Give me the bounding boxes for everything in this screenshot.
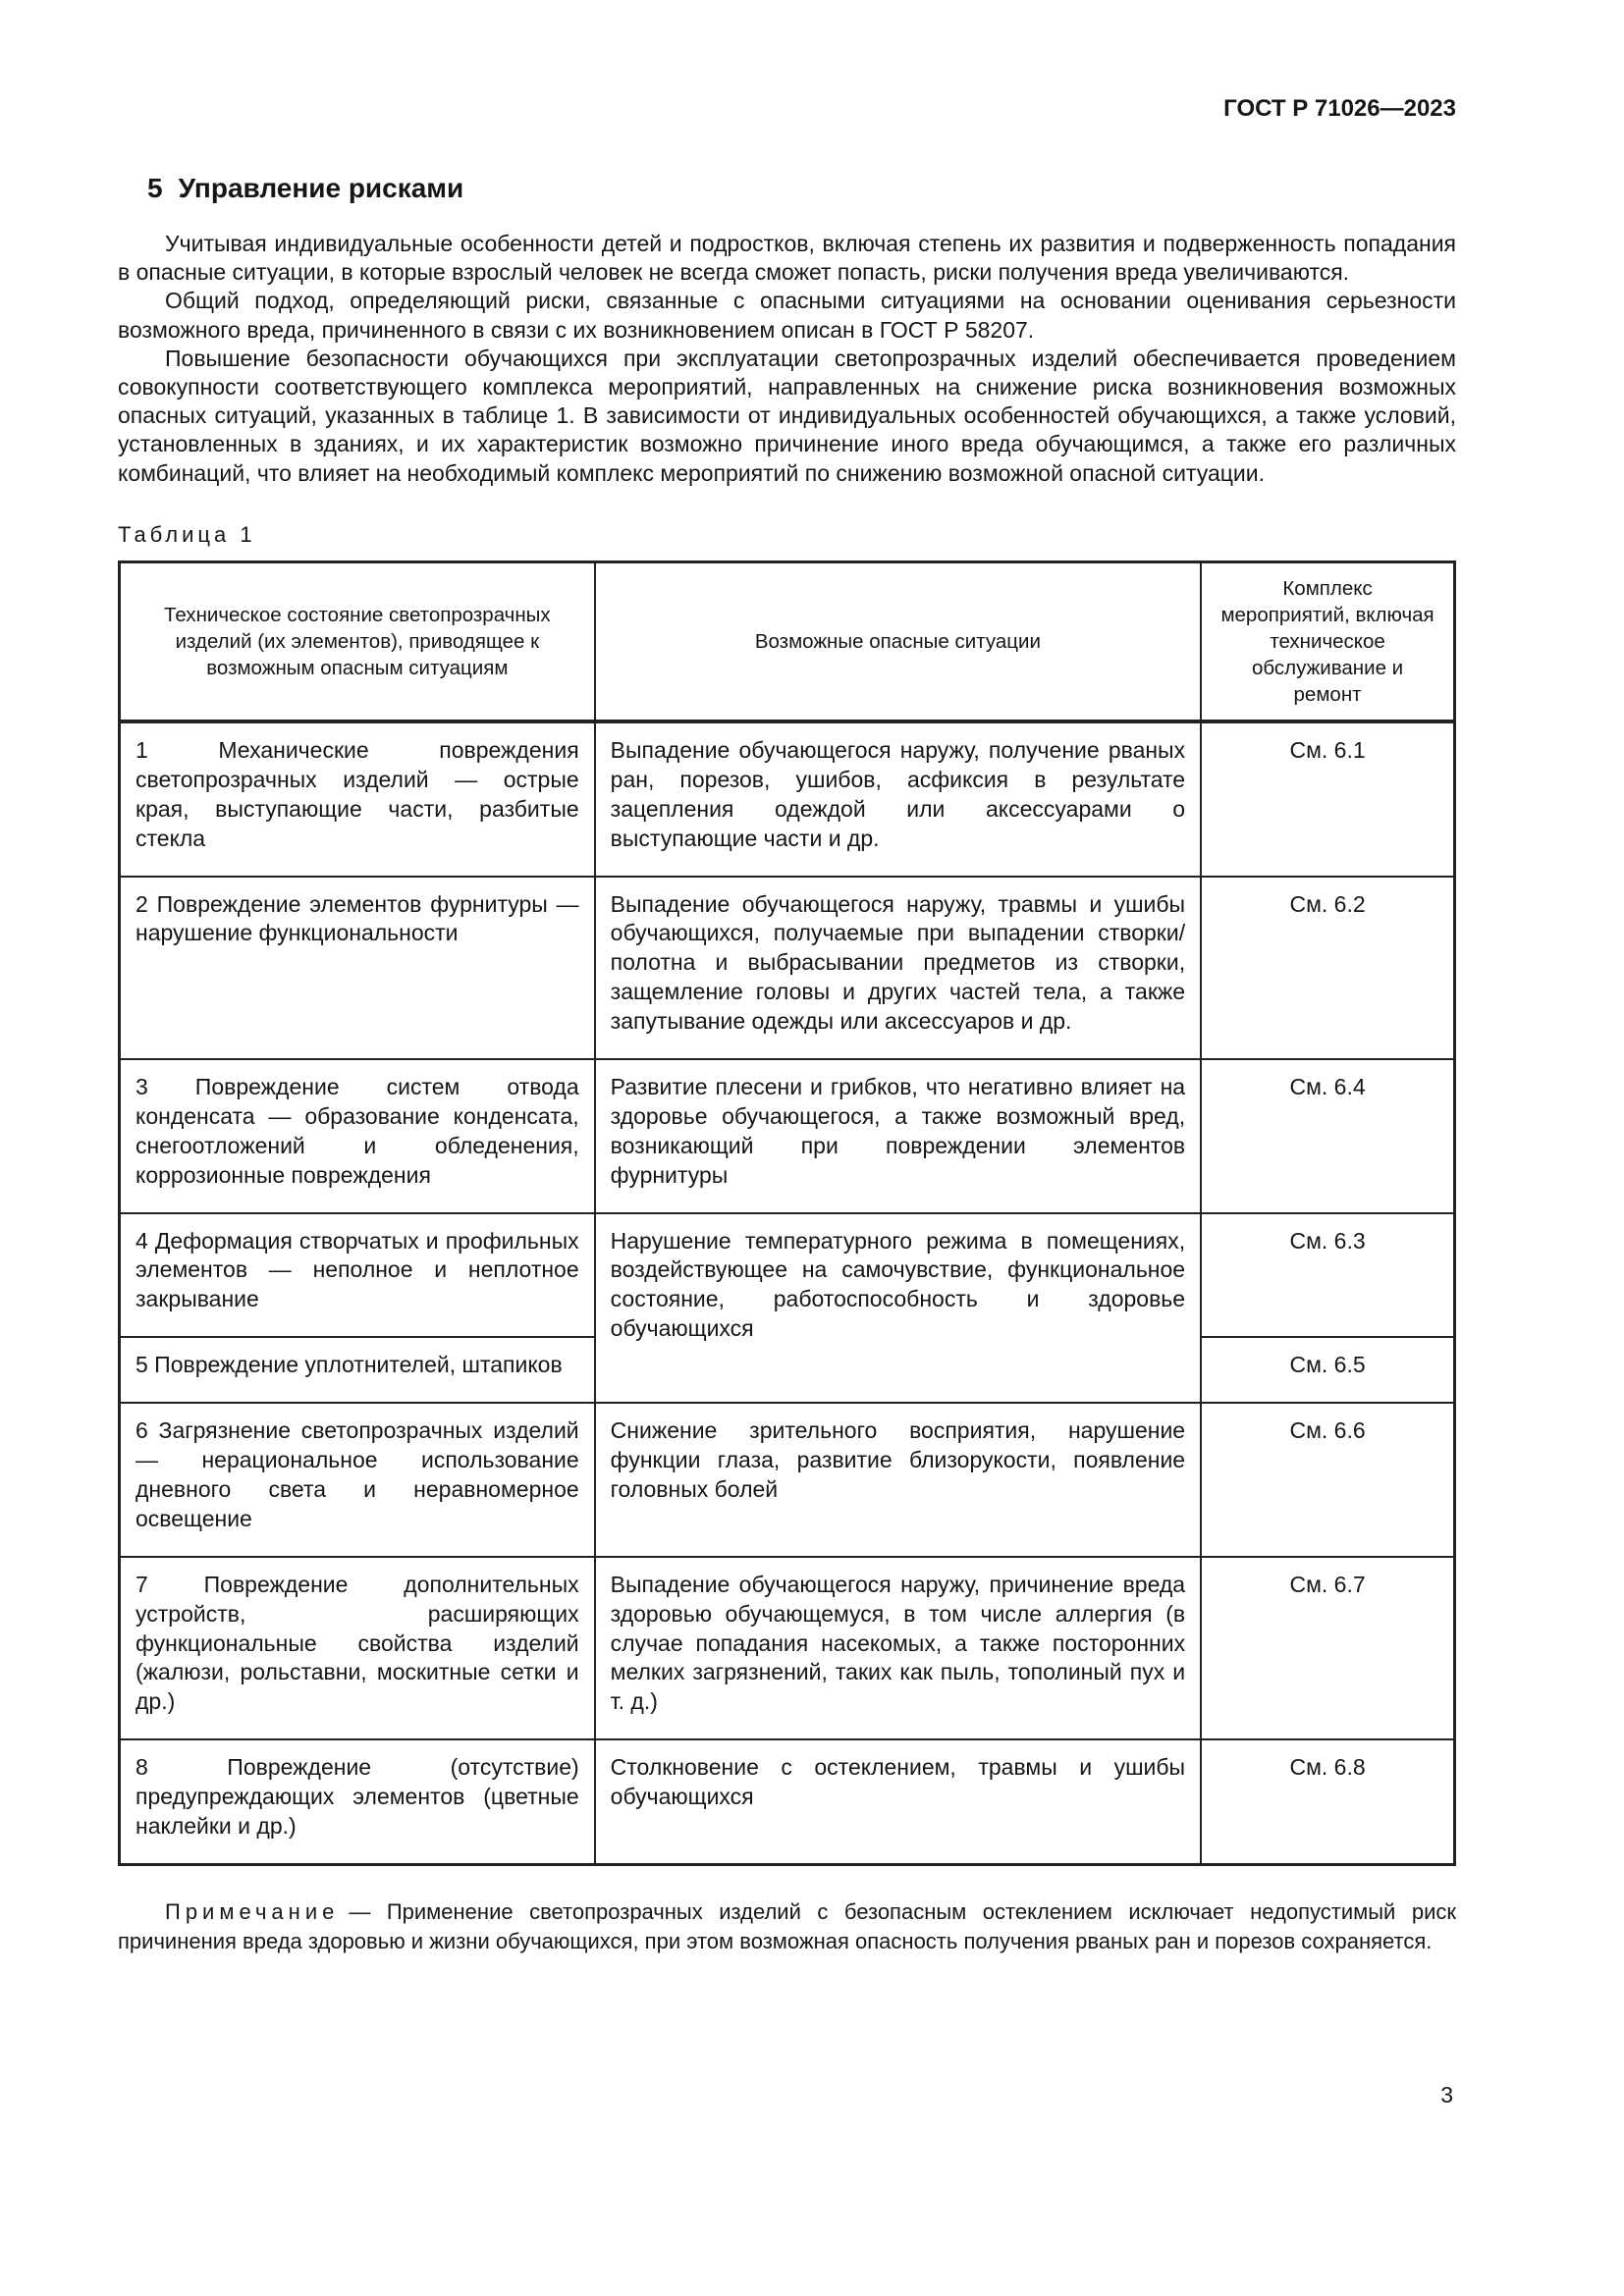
- col-header-measures: Комплекс мероприятий, включая техническое обслуживание и ремонт: [1201, 561, 1454, 721]
- section-title-text: Управление рисками: [178, 173, 464, 204]
- note-label: Примечание: [165, 1898, 340, 1924]
- table-caption: Таблица 1: [118, 521, 256, 547]
- table-row: [120, 1059, 1455, 1213]
- cell-ref: См. 6.1: [1201, 721, 1454, 877]
- cell-situation: Столкновение с остеклением, травмы и ушибы обучающихся: [595, 1739, 1201, 1864]
- col-header-dangerous-situations: Возможные опасные ситуации: [595, 561, 1201, 721]
- cell-condition: 4 Деформация створчатых и профильных элементов — неполное и неплотное закрывание: [120, 1213, 595, 1338]
- document-header: [118, 94, 1456, 124]
- cell-condition: 5 Повреждение уплотнителей, штапиков: [120, 1337, 595, 1403]
- cell-ref: См. 6.6: [1201, 1403, 1454, 1557]
- paragraph-2: Общий подход, определяющий риски, связанные с опасными ситуациями на основании оценивания серьезности возможного вреда, причиненного в связи с их возникновением описан в ГОСТ Р 58207.: [118, 288, 1456, 343]
- cell-ref: См. 6.2: [1201, 877, 1454, 1059]
- cell-situation: Развитие плесени и грибков, что негативно влияет на здоровье обучающегося, а также возможный вред, возникающий при повреждении элементов фурнитуры: [595, 1059, 1201, 1213]
- section-title: [147, 171, 1456, 206]
- cell-ref: См. 6.7: [1201, 1557, 1454, 1739]
- cell-situation: Выпадение обучающегося наружу, получение рваных ран, порезов, ушибов, асфиксия в результате зацепления одеждой или аксессуарами о выступающие части и др.: [595, 721, 1201, 877]
- table-row: [120, 1403, 1455, 1557]
- cell-condition: 2 Повреждение элементов фурнитуры — нарушение функциональности: [120, 877, 595, 1059]
- note-text: — Применение светопрозрачных изделий с безопасным остеклением исключает недопустимый риск причинения вреда здоровью и жизни обучающихся, при этом возможная опасность получения рваных ран и порезов сохраняется.: [118, 1898, 1456, 1953]
- section-number: 5: [147, 173, 163, 204]
- cell-ref: См. 6.5: [1201, 1337, 1454, 1403]
- table-header-row: [120, 561, 1455, 721]
- cell-situation: Выпадение обучающегося наружу, причинение вреда здоровью обучающемуся, в том числе аллергия (в случае попадания насекомых, а также посторонних мелких загрязнений, таких как пыль, тополиный пух и т. д.): [595, 1557, 1201, 1739]
- cell-ref: См. 6.3: [1201, 1213, 1454, 1338]
- table-row: [120, 1557, 1455, 1739]
- document-code: ГОСТ Р 71026—2023: [1223, 95, 1456, 122]
- table-row: [120, 1739, 1455, 1864]
- cell-condition: 1 Механические повреждения светопрозрачных изделий — острые края, выступающие части, разбитые стекла: [120, 721, 595, 877]
- cell-condition: 7 Повреждение дополнительных устройств, расширяющих функциональные свойства изделий (жалюзи, рольставни, москитные сетки и др.): [120, 1557, 595, 1739]
- cell-condition: 3 Повреждение систем отвода конденсата — образование конденсата, снегоотложений и обледенения, коррозионные повреждения: [120, 1059, 595, 1213]
- risk-table: [118, 561, 1456, 1866]
- note: [118, 1897, 1456, 1955]
- cell-situation-merged: Нарушение температурного режима в помещениях, воздействующее на самочувствие, функциональное состояние, работоспособность и здоровье обучающихся: [595, 1213, 1201, 1404]
- col-header-technical-condition: Техническое состояние светопрозрачных изделий (их элементов), приводящее к возможным опасным ситуациям: [120, 561, 595, 721]
- cell-ref: См. 6.8: [1201, 1739, 1454, 1864]
- cell-condition: 8 Повреждение (отсутствие) предупреждающих элементов (цветные наклейки и др.): [120, 1739, 595, 1864]
- paragraph-1: Учитывая индивидуальные особенности детей и подростков, включая степень их развития и подверженность попадания в опасные ситуации, в которые взрослый человек не всегда сможет попасть, риски получения вреда увеличиваются.: [118, 231, 1456, 286]
- cell-situation: Выпадение обучающегося наружу, травмы и ушибы обучающихся, получаемые при выпадении створки/полотна и выбрасывании предметов из створки, защемление головы и других частей тела, а также запутывание одежды или аксессуаров и др.: [595, 877, 1201, 1059]
- cell-ref: См. 6.4: [1201, 1059, 1454, 1213]
- paragraph-3: Повышение безопасности обучающихся при эксплуатации светопрозрачных изделий обеспечивается проведением совокупности соответствующего комплекса мероприятий, направленных на снижение риска возникновения возможных опасных ситуаций, указанных в таблице 1. В зависимости от индивидуальных особенностей обучающихся, а также условий, установленных в зданиях, и их характеристик возможно причинение иного вреда обучающимся, а также его различных комбинаций, что влияет на необходимый комплекс мероприятий по снижению возможной опасной ситуации.: [118, 345, 1456, 486]
- cell-condition: 6 Загрязнение светопрозрачных изделий — нерациональное использование дневного света и неравномерное освещение: [120, 1403, 595, 1557]
- page-number: 3: [1440, 2082, 1453, 2108]
- table-row: [120, 1213, 1455, 1338]
- table-row: [120, 721, 1455, 877]
- table-row: [120, 877, 1455, 1059]
- cell-situation: Снижение зрительного восприятия, нарушение функции глаза, развитие близорукости, появление головных болей: [595, 1403, 1201, 1557]
